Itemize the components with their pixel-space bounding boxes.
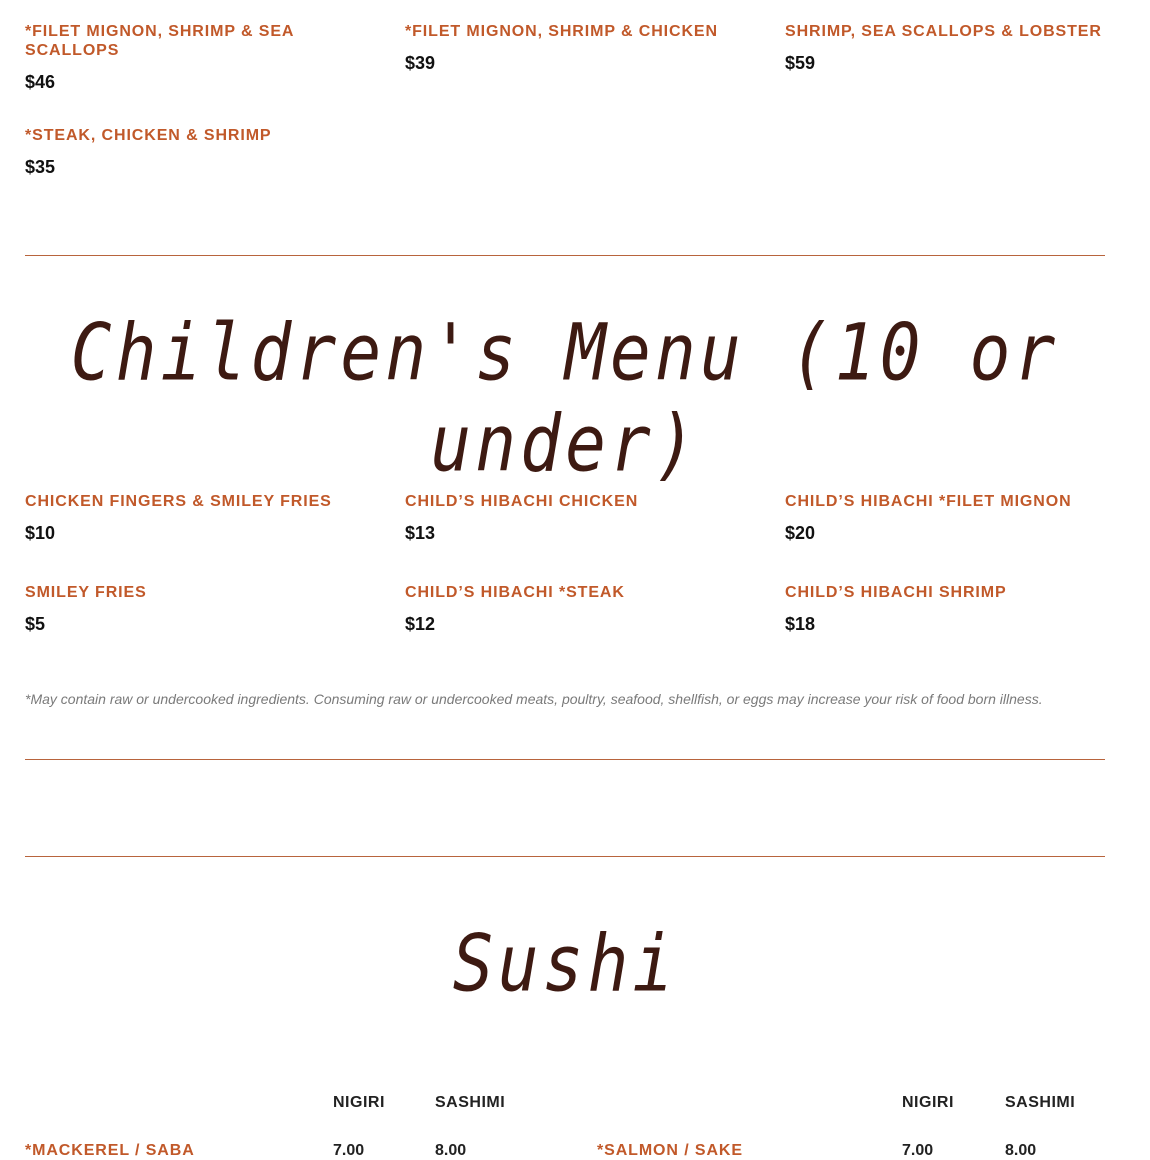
children-menu-title: Children's Menu (10 or under) xyxy=(70,308,1060,490)
item-price: $20 xyxy=(785,523,816,543)
item-name: SMILEY FRIES xyxy=(25,584,147,601)
nigiri-price: 7.00 xyxy=(902,1142,934,1159)
item-name: CHILD’S HIBACHI CHICKEN xyxy=(405,493,639,510)
menu-item xyxy=(25,492,405,543)
table-row xyxy=(25,1142,195,1160)
item-name: CHICKEN FINGERS & SMILEY FRIES xyxy=(25,493,332,510)
item-price: $10 xyxy=(25,523,56,543)
menu-item xyxy=(785,583,1105,634)
item-price: $5 xyxy=(25,614,46,634)
table-row xyxy=(597,1142,743,1160)
sashimi-price: 8.00 xyxy=(1005,1142,1037,1159)
item-price: $13 xyxy=(405,523,436,543)
combo-grid xyxy=(25,22,1105,215)
menu-item xyxy=(405,492,785,543)
menu-item xyxy=(25,22,405,92)
children-section xyxy=(25,492,1105,672)
nigiri-header: NIGIRI xyxy=(902,1094,954,1111)
raw-food-disclaimer: *May contain raw or undercooked ingredients. Consuming raw or undercooked meats, poultry, seafood, shellfish, or eggs may increase your risk of food born illness. xyxy=(25,691,1043,707)
item-name: CHILD’S HIBACHI *FILET MIGNON xyxy=(785,493,1072,510)
sushi-title: Sushi xyxy=(452,919,678,1010)
item-price: $59 xyxy=(785,53,816,73)
item-price: $35 xyxy=(25,157,56,177)
nigiri-price: 7.00 xyxy=(333,1142,365,1159)
sushi-name: *MACKEREL / SABA xyxy=(25,1142,195,1159)
sashimi-price: 8.00 xyxy=(435,1142,467,1159)
item-name: CHILD’S HIBACHI SHRIMP xyxy=(785,584,1007,601)
section-divider xyxy=(25,759,1105,760)
item-price: $12 xyxy=(405,614,436,634)
menu-item xyxy=(785,22,1105,92)
section-divider xyxy=(25,856,1105,857)
nigiri-header: NIGIRI xyxy=(333,1094,385,1111)
item-name: CHILD’S HIBACHI *STEAK xyxy=(405,584,625,601)
section-divider xyxy=(25,255,1105,256)
item-price: $18 xyxy=(785,614,816,634)
sashimi-header: SASHIMI xyxy=(1005,1094,1076,1111)
item-name: *FILET MIGNON, SHRIMP & SEA SCALLOPS xyxy=(25,23,294,59)
item-price: $39 xyxy=(405,53,436,73)
menu-item xyxy=(25,126,405,177)
combo-section xyxy=(25,22,1105,215)
menu-item xyxy=(405,583,785,634)
menu-item xyxy=(405,22,785,92)
item-price: $46 xyxy=(25,72,56,92)
item-name: *STEAK, CHICKEN & SHRIMP xyxy=(25,127,272,144)
menu-item xyxy=(785,492,1105,543)
item-name: SHRIMP, SEA SCALLOPS & LOBSTER xyxy=(785,23,1102,40)
menu-item xyxy=(25,583,405,634)
sashimi-header: SASHIMI xyxy=(435,1094,506,1111)
item-name: *FILET MIGNON, SHRIMP & CHICKEN xyxy=(405,23,718,40)
sushi-name: *SALMON / SAKE xyxy=(597,1142,743,1159)
children-grid xyxy=(25,492,1105,672)
